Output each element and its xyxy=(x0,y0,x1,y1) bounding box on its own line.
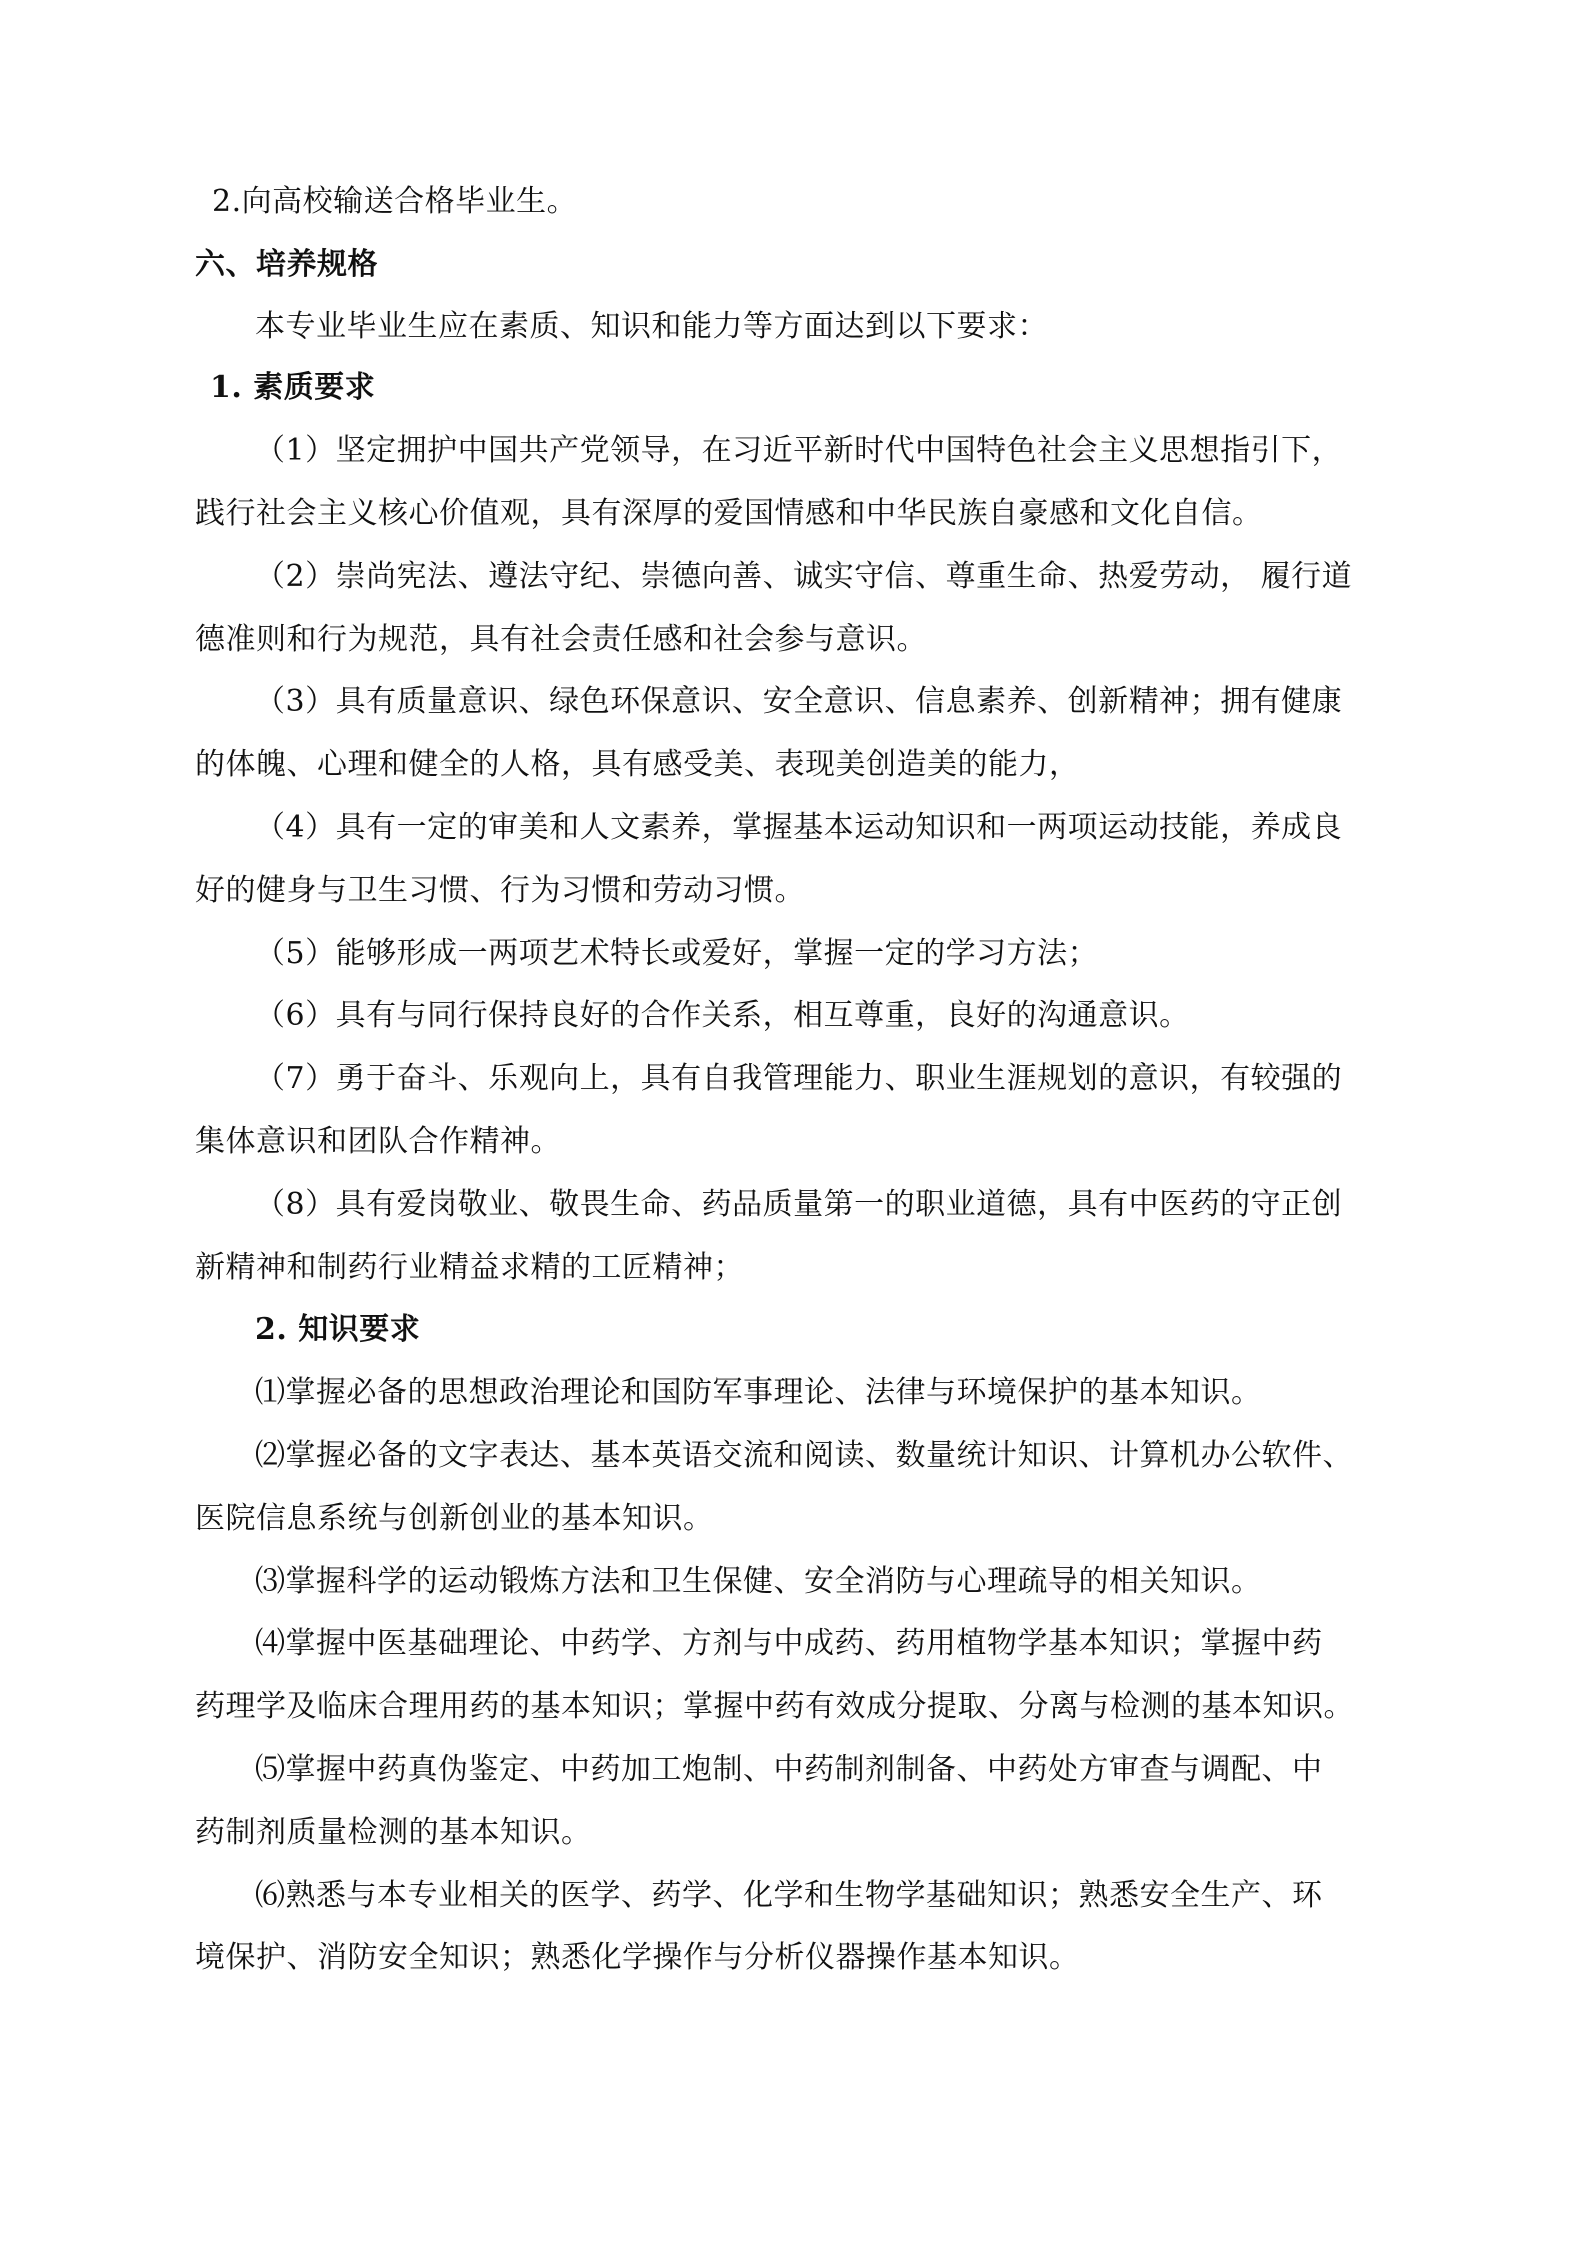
text-line: 的体魄、心理和健全的人格，具有感受美、表现美创造美的能力， xyxy=(195,747,1080,782)
text-line: 德准则和行为规范，具有社会责任感和社会参与意识。 xyxy=(195,622,927,657)
text-line: （8）具有爱岗敬业、敬畏生命、药品质量第一的职业道德，具有中医药的守正创 xyxy=(255,1187,1343,1222)
text-line: 医院信息系统与创新创业的基本知识。 xyxy=(195,1501,714,1536)
text-line: 集体意识和团队合作精神。 xyxy=(195,1124,561,1159)
text-line: （7）勇于奋斗、乐观向上，具有自我管理能力、职业生涯规划的意识，有较强的 xyxy=(255,1061,1343,1096)
text-line: （4）具有一定的审美和人文素养，掌握基本运动知识和一两项运动技能，养成良 xyxy=(255,810,1343,845)
text-line: 药制剂质量检测的基本知识。 xyxy=(195,1815,592,1850)
text-line: ⑸掌握中药真伪鉴定、中药加工炮制、中药制剂制备、中药处方审查与调配、中 xyxy=(255,1752,1323,1787)
text-line: ⑴掌握必备的思想政治理论和国防军事理论、法律与环境保护的基本知识。 xyxy=(255,1375,1262,1410)
text-line: ⑷掌握中医基础理论、中药学、方剂与中成药、药用植物学基本知识；掌握中药 xyxy=(255,1626,1323,1661)
text-line: 好的健身与卫生习惯、行为习惯和劳动习惯。 xyxy=(195,873,805,908)
text-line: 2.向高校输送合格毕业生。 xyxy=(212,184,578,219)
text-line: 本专业毕业生应在素质、知识和能力等方面达到以下要求： xyxy=(255,309,1048,344)
subsection-heading: 1. 素质要求 xyxy=(210,370,376,405)
text-line: 药理学及临床合理用药的基本知识；掌握中药有效成分提取、分离与检测的基本知识。 xyxy=(195,1689,1354,1724)
text-line: ⑹熟悉与本专业相关的医学、药学、化学和生物学基础知识；熟悉安全生产、环 xyxy=(255,1878,1323,1913)
text-line: ⑶掌握科学的运动锻炼方法和卫生保健、安全消防与心理疏导的相关知识。 xyxy=(255,1564,1262,1599)
text-line: （3）具有质量意识、绿色环保意识、安全意识、信息素养、创新精神；拥有健康 xyxy=(255,684,1343,719)
text-line: 践行社会主义核心价值观，具有深厚的爱国情感和中华民族自豪感和文化自信。 xyxy=(195,496,1263,531)
text-line: （2）崇尚宪法、遵法守纪、崇德向善、诚实守信、尊重生命、热爱劳动， 履行道 xyxy=(255,559,1353,594)
subsection-heading: 2. 知识要求 xyxy=(255,1312,421,1347)
text-line: （1）坚定拥护中国共产党领导，在习近平新时代中国特色社会主义思想指引下， xyxy=(255,433,1343,468)
text-line: （6）具有与同行保持良好的合作关系，相互尊重，良好的沟通意识。 xyxy=(255,998,1190,1033)
text-line: ⑵掌握必备的文字表达、基本英语交流和阅读、数量统计知识、计算机办公软件、 xyxy=(255,1438,1353,1473)
text-line: 新精神和制药行业精益求精的工匠精神； xyxy=(195,1250,744,1285)
text-line: （5）能够形成一两项艺术特长或爱好，掌握一定的学习方法； xyxy=(255,936,1099,971)
text-line: 境保护、消防安全知识；熟悉化学操作与分析仪器操作基本知识。 xyxy=(195,1940,1080,1975)
section-heading: 六、培养规格 xyxy=(195,247,378,282)
